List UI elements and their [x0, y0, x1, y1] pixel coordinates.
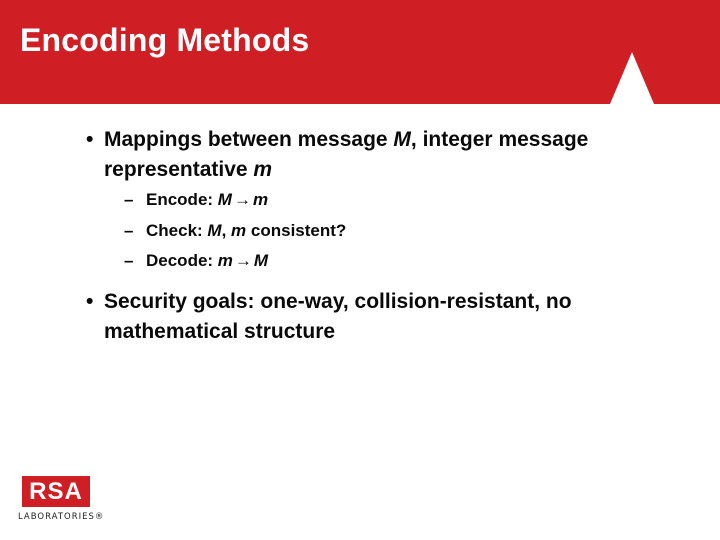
dash-marker: –: [124, 190, 134, 209]
arrow-icon: →: [233, 190, 251, 209]
arrow-icon: →: [234, 251, 252, 270]
rsa-laboratories-logo: [18, 476, 105, 524]
logo-subtitle: LABORATORIES®: [18, 512, 105, 522]
bullet-item-security: [86, 287, 686, 347]
sub-item-decode: – Decode: m → M: [124, 248, 268, 274]
bullet-marker: •: [86, 290, 94, 313]
dash-marker: –: [124, 251, 134, 270]
title-bar: [0, 0, 720, 104]
bullet-text: Security goals: one-way, collision-resistant, no mathematical structure: [104, 290, 572, 343]
slide-title: Encoding Methods: [20, 22, 310, 58]
bullet-item-mappings: [86, 125, 686, 185]
triangle-mark-icon: [608, 50, 656, 104]
dash-marker: –: [124, 221, 134, 240]
sub-item-check: – Check: M, m consistent?: [124, 218, 346, 244]
sub-item-encode: – Encode: M → m: [124, 187, 268, 213]
logo-text: RSA: [29, 478, 83, 505]
logo-mark: [22, 476, 90, 507]
bullet-text: Mappings between message M, integer message representative m: [104, 128, 589, 181]
bullet-marker: •: [86, 128, 94, 151]
